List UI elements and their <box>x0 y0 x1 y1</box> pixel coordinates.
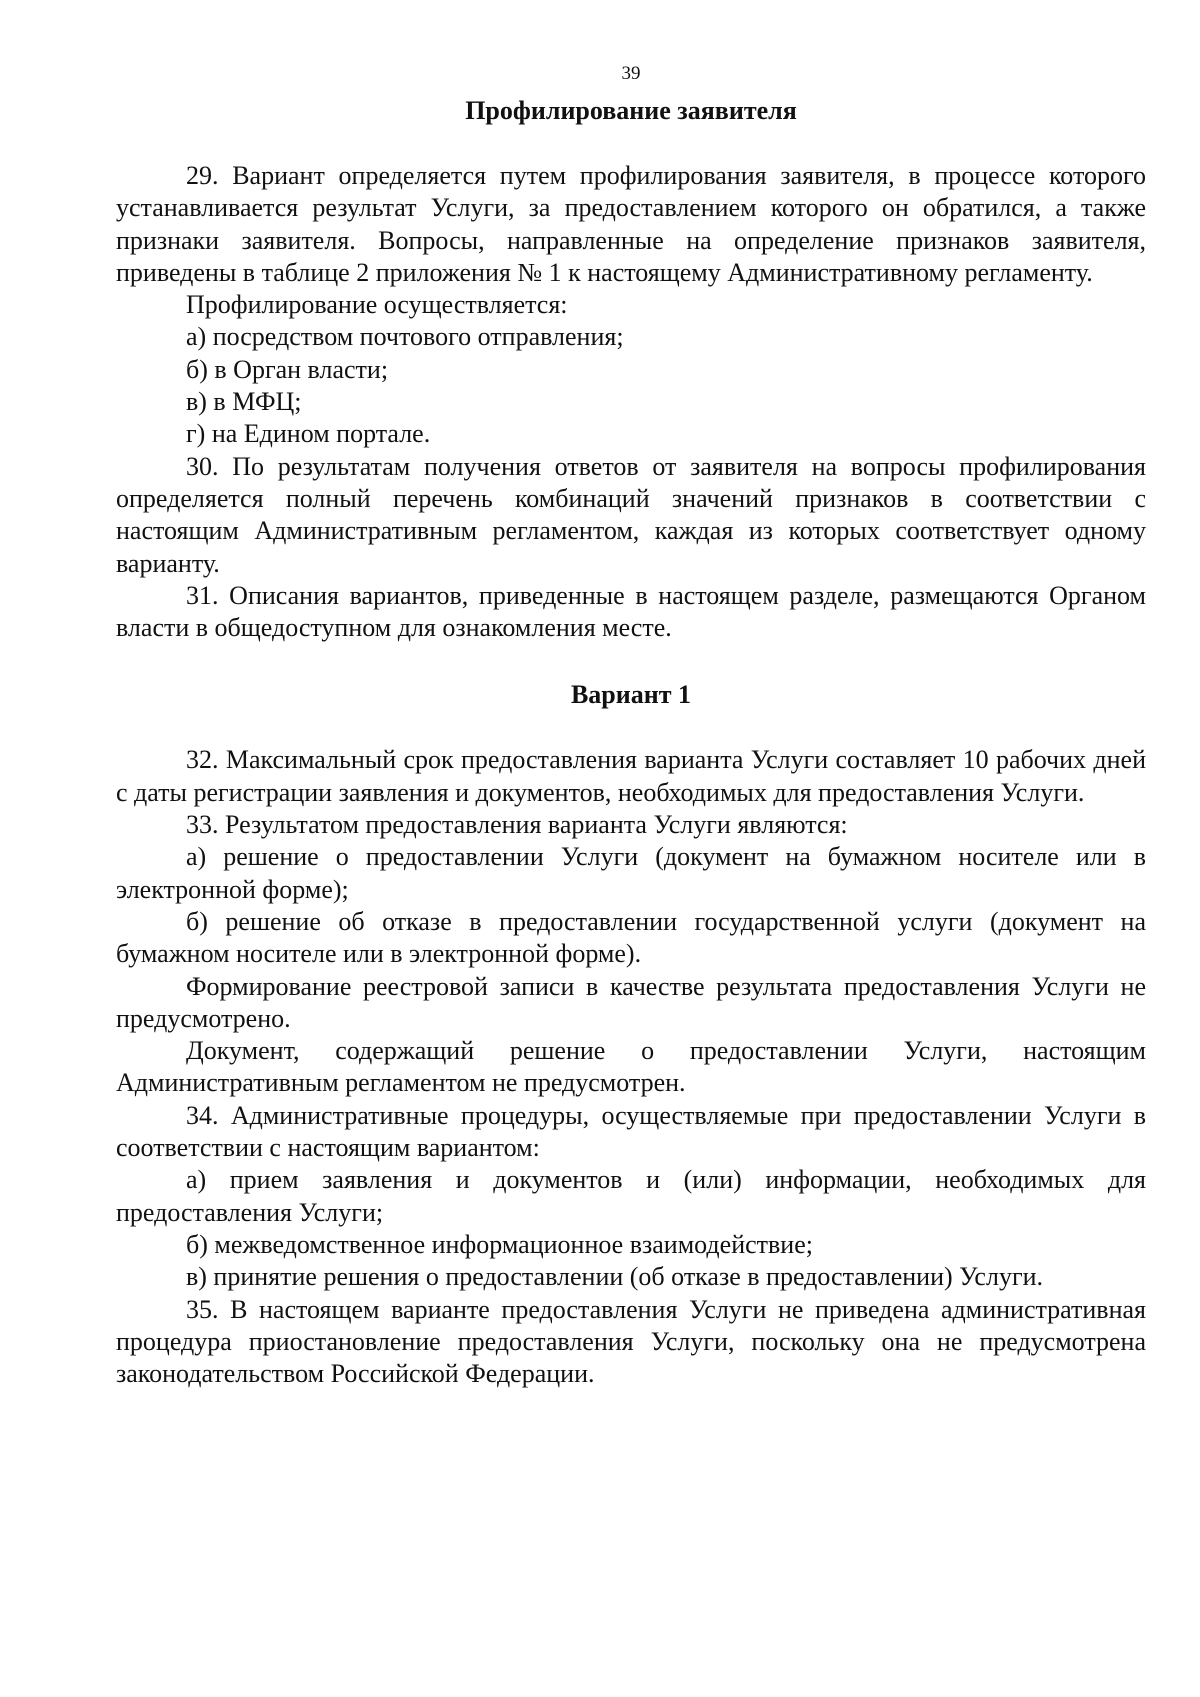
paragraph: Профилирование осуществляется: <box>186 290 568 320</box>
paragraph: 32. Максимальный срок предоставления варианта Услуги составляет 10 рабочих дней с даты регистрации заявления и документов, необходимых для предоставления Услуги. <box>116 745 1146 807</box>
paragraph: Документ, содержащий решение о предоставлении Услуги, настоящим Административным регламентом не предусмотрен. <box>116 1036 1146 1098</box>
list-item: а) посредством почтового отправления; <box>186 322 624 352</box>
section-body-variant-1 <box>116 744 1146 1390</box>
section-heading-variant-1: Вариант 1 <box>570 680 692 710</box>
list-item: в) принятие решения о предоставлении (об отказе в предоставлении) Услуги. <box>186 1262 1044 1292</box>
list-item: а) прием заявления и документов и (или) информации, необходимых для предоставления Услуги; <box>116 1165 1146 1227</box>
paragraph: Формирование реестровой записи в качестве результата предоставления Услуги не предусмотрено. <box>116 971 1146 1033</box>
page-number: 39 <box>621 63 641 84</box>
section-body-profiling <box>116 160 1146 644</box>
list-item: б) межведомственное информационное взаимодействие; <box>186 1229 813 1259</box>
section-heading-profiling: Профилирование заявителя <box>465 96 797 125</box>
paragraph: 33. Результатом предоставления варианта Услуги являются: <box>186 810 848 840</box>
paragraph: 35. В настоящем варианте предоставления Услуги не приведена административная процедура приостановление предоставления Услуги, поскольку она не предусмотрена законодательством Российской Федерации. <box>116 1294 1146 1389</box>
paragraph: 31. Описания вариантов, приведенные в настоящем разделе, размещаются Органом власти в общедоступном для ознакомления месте. <box>116 580 1146 643</box>
list-item: б) в Орган власти; <box>186 354 389 384</box>
document-page <box>116 62 1146 1390</box>
list-item: г) на Едином портале. <box>186 419 431 449</box>
list-item: а) решение о предоставлении Услуги (документ на бумажном носителе или в электронной форме); <box>116 842 1146 904</box>
list-item: б) решение об отказе в предоставлении государственной услуги (документ на бумажном носителе или в электронной форме). <box>116 906 1146 969</box>
paragraph: 30. По результатам получения ответов от заявителя на вопросы профилирования определяется полный перечень комбинаций значений признаков в соответствии с настоящим Административным регламентом, каждая из которых соответствует одному варианту. <box>116 451 1146 578</box>
paragraph: 34. Административные процедуры, осуществляемые при предоставлении Услуги в соответствии с настоящим вариантом: <box>116 1100 1146 1163</box>
paragraph: 29. Вариант определяется путем профилирования заявителя, в процессе которого устанавливается результат Услуги, за предоставлением которого он обратился, а также признаки заявителя. Вопросы, направленные на определение признаков заявителя, приведены в таблице 2 приложения № 1 к настоящему Административному регламенту. <box>116 161 1146 287</box>
list-item: в) в МФЦ; <box>186 387 302 417</box>
